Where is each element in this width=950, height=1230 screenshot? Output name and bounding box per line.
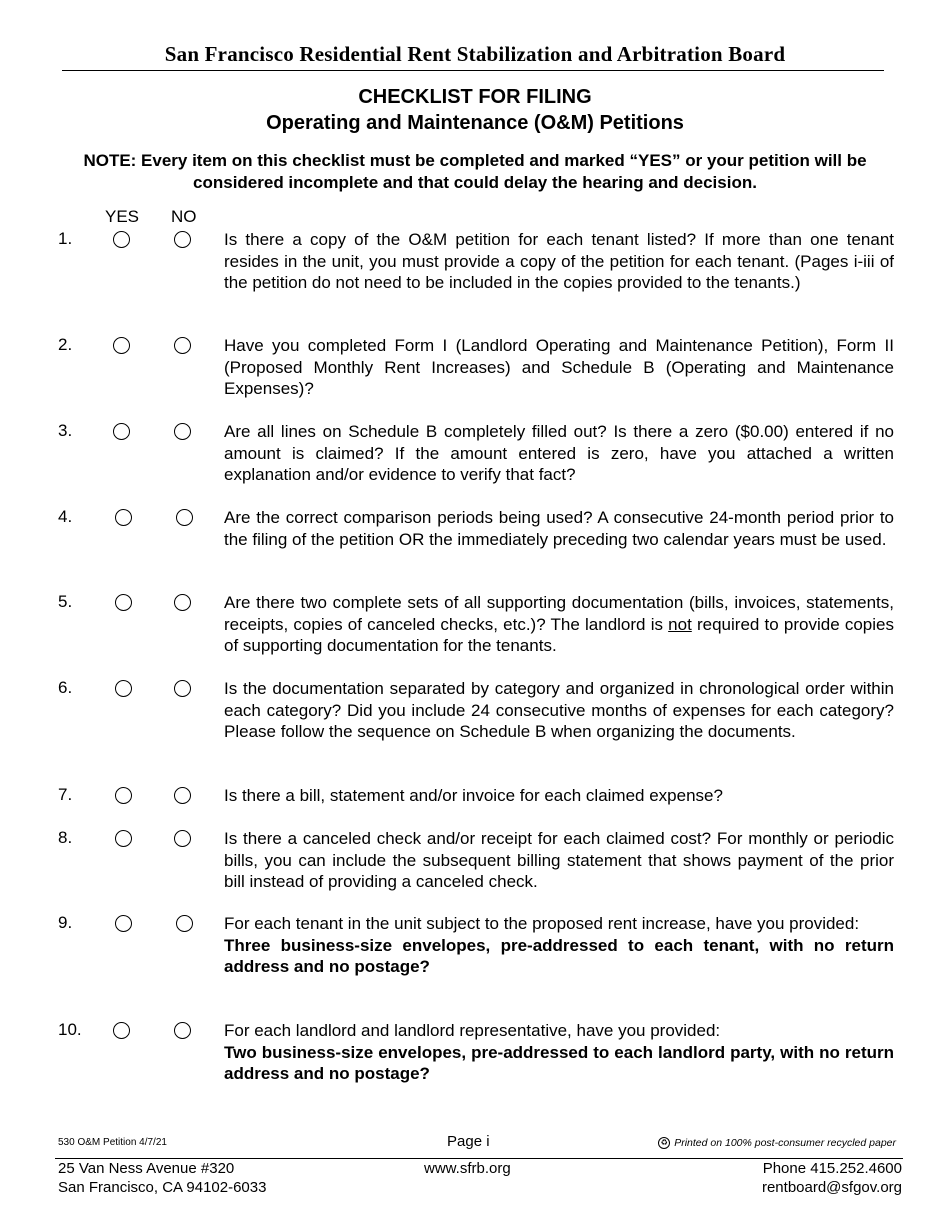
yes-radio-1[interactable] (113, 231, 130, 248)
no-radio-3[interactable] (174, 423, 191, 440)
note-text: NOTE: Every item on this checklist must be completed and marked “YES” or your petition will be considered incomplete and that could delay the hearing and decision. (83, 151, 867, 192)
recycle-icon: ♻ (658, 1137, 670, 1149)
no-radio-6[interactable] (174, 680, 191, 697)
website-link[interactable]: www.sfrb.org (424, 1160, 511, 1177)
item-number: 9. (58, 913, 73, 932)
no-radio-1[interactable] (174, 231, 191, 248)
yes-radio-2[interactable] (113, 337, 130, 354)
item-number: 2. (58, 335, 73, 354)
address-line-1: 25 Van Ness Avenue #320 (58, 1160, 235, 1177)
recycled-text: Printed on 100% post-consumer recycled paper (674, 1137, 896, 1149)
item-text: Is there a canceled check and/or receipt for each claimed cost? For monthly or periodic bills, you can include the subsequent billing statement that shows payment of the prior bill instead of providing a canceled check. (224, 829, 894, 891)
yes-radio-5[interactable] (115, 594, 132, 611)
yes-radio-7[interactable] (115, 787, 132, 804)
yes-radio-6[interactable] (115, 680, 132, 697)
no-column-header: NO (171, 207, 197, 226)
item-text-part: For each landlord and landlord representative, have you provided: (224, 1021, 721, 1040)
item-text: Are the correct comparison periods being used? A consecutive 24-month period prior to the filing of the petition OR the immediately preceding two calendar years must be used. (224, 508, 894, 549)
email-link[interactable]: rentboard@sfgov.org (761, 1179, 902, 1196)
no-radio-8[interactable] (174, 830, 191, 847)
item-text: Is there a copy of the O&M petition for each tenant listed? If more than one tenant resides in the unit, you must provide a copy of the petition for each tenant. (Pages i-iii of the petition do not need to be included in the copies provided to the tenants.) (224, 230, 894, 292)
yes-radio-8[interactable] (115, 830, 132, 847)
no-radio-5[interactable] (174, 594, 191, 611)
item-bold-text: Three business-size envelopes, pre-addressed to each tenant, with no return address and no postage? (224, 935, 894, 976)
item-text-part: For each tenant in the unit subject to the proposed rent increase, have you provided: (224, 914, 860, 933)
yes-radio-9[interactable] (115, 915, 132, 932)
item-text (224, 1020, 894, 1085)
footer-divider (55, 1158, 903, 1159)
page-number: Page i (447, 1133, 490, 1150)
item-number: 6. (58, 678, 73, 697)
item-text (224, 913, 894, 978)
no-radio-10[interactable] (174, 1022, 191, 1039)
header-divider (62, 70, 884, 71)
form-code: 530 O&M Petition 4/7/21 (58, 1137, 167, 1148)
yes-radio-10[interactable] (113, 1022, 130, 1039)
yes-radio-4[interactable] (115, 509, 132, 526)
item-text-part: required to provide copies of supporting documentation for the tenants. (224, 614, 894, 655)
recycled-note (658, 1137, 896, 1149)
no-radio-4[interactable] (176, 509, 193, 526)
page-title: CHECKLIST FOR FILING (358, 86, 592, 108)
item-text: Have you completed Form I (Landlord Operating and Maintenance Petition), Form II (Proposed Monthly Rent Increases) and Schedule B (Operating and Maintenance Expenses)? (224, 336, 894, 398)
item-text (224, 592, 894, 657)
item-number: 8. (58, 828, 73, 847)
phone-number: Phone 415.252.4600 (762, 1160, 902, 1177)
address-line-2: San Francisco, CA 94102-6033 (58, 1179, 267, 1196)
organization-name: San Francisco Residential Rent Stabilization and Arbitration Board (164, 42, 786, 66)
no-radio-9[interactable] (176, 915, 193, 932)
item-number: 7. (58, 785, 73, 804)
item-bold-text: Two business-size envelopes, pre-addressed to each landlord party, with no return address and no postage? (224, 1042, 894, 1083)
item-number: 10. (58, 1020, 82, 1039)
item-text: Are all lines on Schedule B completely filled out? Is there a zero ($0.00) entered if no amount is claimed? If the amount entered is zero, have you attached a written explanation and/or evidence to verify that fact? (224, 422, 894, 484)
item-number: 4. (58, 507, 73, 526)
page-subtitle: Operating and Maintenance (O&M) Petitions (266, 112, 684, 134)
yes-column-header: YES (105, 207, 140, 226)
item-text-part: Are there two complete sets of all supporting documentation (bills, invoices, statements, receipts, copies of canceled checks, etc.)? The landlord is (224, 593, 894, 634)
no-radio-2[interactable] (174, 337, 191, 354)
item-number: 3. (58, 421, 73, 440)
yes-radio-3[interactable] (113, 423, 130, 440)
item-number: 1. (58, 229, 73, 248)
underlined-word: not (668, 614, 692, 634)
item-number: 5. (58, 592, 73, 611)
item-text: Is the documentation separated by category and organized in chronological order within each category? Did you include 24 consecutive months of expenses for each category? Please follow the sequence on Schedule B when organizing the documents. (224, 679, 894, 741)
no-radio-7[interactable] (174, 787, 191, 804)
item-text: Is there a bill, statement and/or invoice for each claimed expense? (224, 786, 723, 805)
